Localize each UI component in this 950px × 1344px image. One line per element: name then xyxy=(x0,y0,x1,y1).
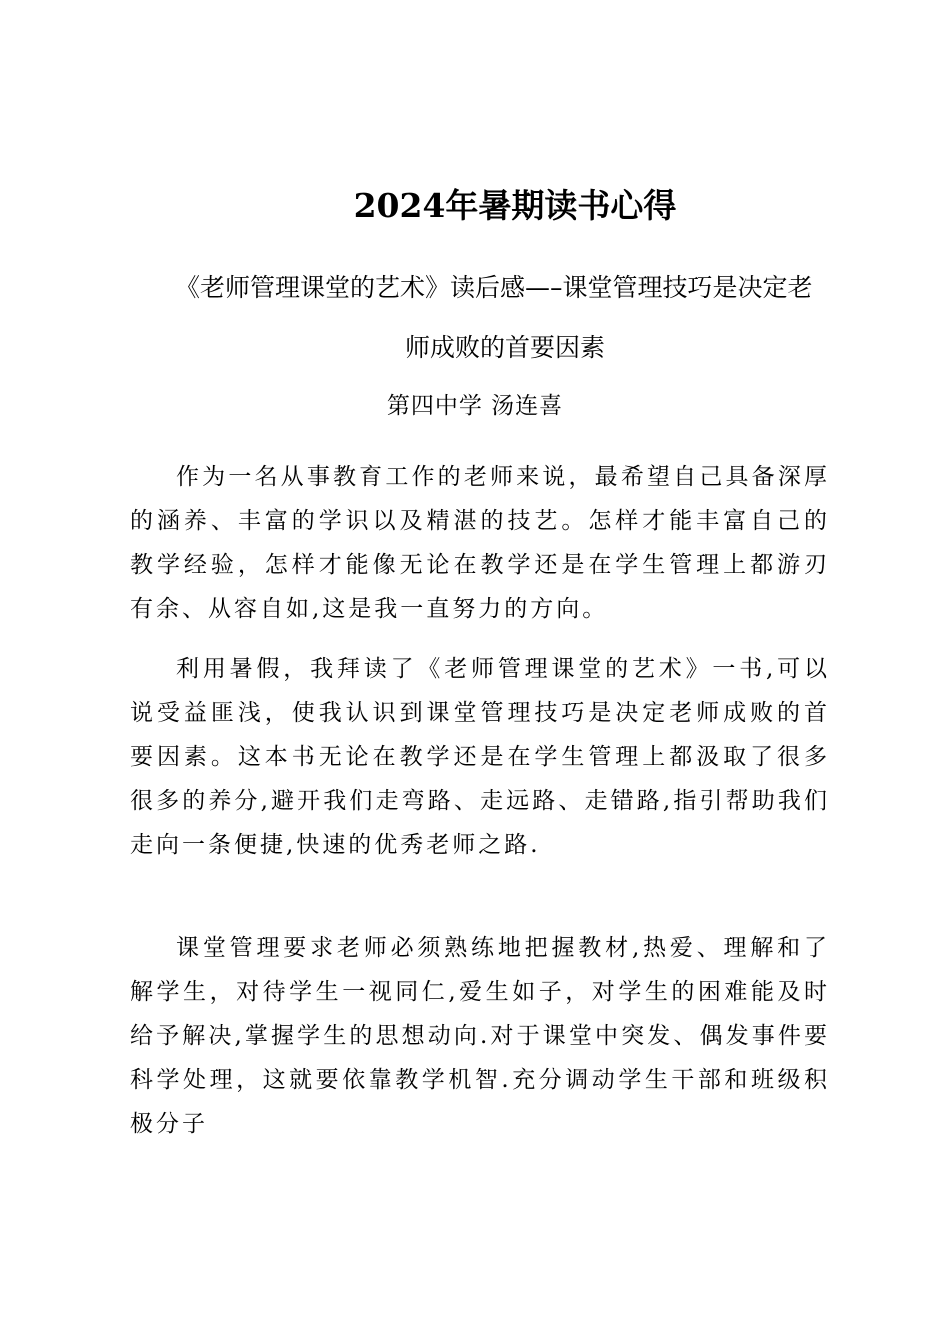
document-subtitle xyxy=(175,258,835,378)
author-line: 第四中学 汤连喜 xyxy=(386,393,564,419)
paragraph-1: 作为一名从事教育工作的老师来说，最希望自己具备深厚的涵养、丰富的学识以及精湛的技艺。怎样才能丰富自己的教学经验，怎样才能像无论在教学还是在学生管理上都游刃有余、从容自如,这是我一直努力的方向。 xyxy=(130,464,830,622)
subtitle-line-2: 师成败的首要因素 xyxy=(404,333,605,362)
subtitle-line-1: 《老师管理课堂的艺术》读后感—–课堂管理技巧是决定老 xyxy=(175,273,813,302)
document-title: 2024年暑期读书心得 xyxy=(353,186,677,225)
paragraph-3: 课堂管理要求老师必须熟练地把握教材,热爱、理解和了解学生，对待学生一视同仁,爱生如子，对学生的困难能及时给予解决,掌握学生的思想动向.对于课堂中突发、偶发事件要科学处理，这就要依靠教学机智.充分调动学生干部和班级积极分子 xyxy=(130,935,830,1137)
paragraph-2: 利用暑假，我拜读了《老师管理课堂的艺术》一书,可以说受益匪浅，使我认识到课堂管理技巧是决定老师成败的首要因素。这本书无论在教学还是在学生管理上都汲取了很多很多的养分,避开我们走弯路、走远路、走错路,指引帮助我们走向一条便捷,快速的优秀老师之路. xyxy=(130,656,830,858)
